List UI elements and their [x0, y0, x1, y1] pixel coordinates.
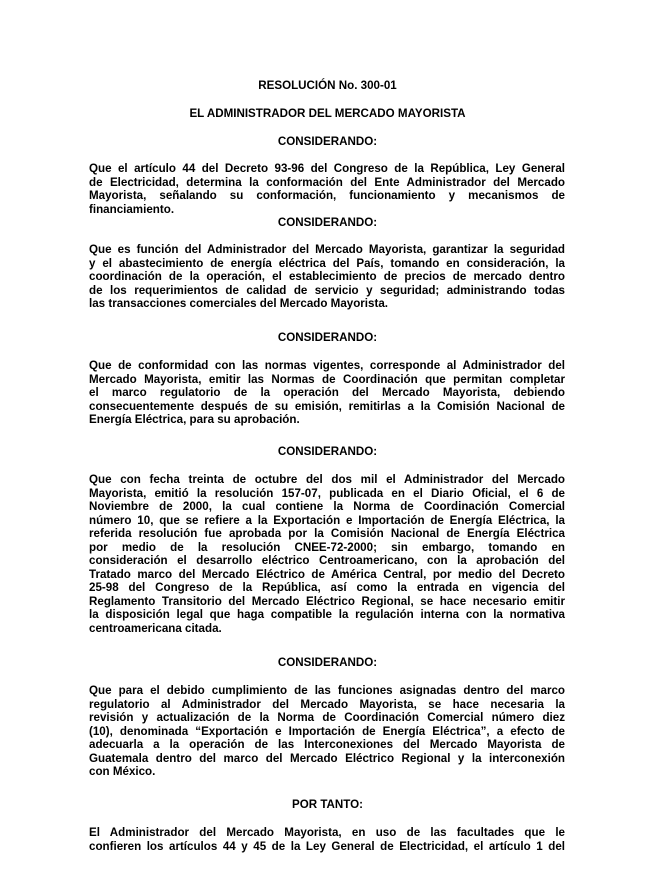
paragraph-line: el marco regulatorio de la operación del Mercado Mayorista, debiendo [89, 386, 565, 399]
paragraph-line: de los requerimientos de calidad de servicio y seguridad; administrando todas [89, 283, 565, 297]
authority-heading: EL ADMINISTRADOR DEL MERCADO MAYORISTA [189, 107, 466, 120]
paragraph-line: Energía Eléctrica, para su aprobación. [89, 413, 300, 426]
paragraph-line: financiamiento. [89, 202, 175, 216]
paragraph-line: Que es función del Administrador del Mercado Mayorista, garantizar la seguridad [89, 243, 565, 256]
paragraph-line: Mayorista, señalando su conformación, funcionamiento y mecanismos de [89, 189, 565, 202]
paragraph-line: Tratado marco del Mercado Eléctrico de América Central, por medio del Decreto [89, 567, 565, 581]
section-paragraph [89, 473, 565, 635]
section-paragraph [89, 243, 565, 311]
section-heading: POR TANTO: [291, 798, 364, 811]
section-paragraph [89, 826, 565, 853]
section-paragraph [89, 684, 565, 779]
paragraph-line: Mayorista, emitió la resolución 157-07, publicada en el Diario Oficial, el 6 de [89, 486, 565, 500]
paragraph-line: consecuentemente después de su emisión, remitirlas a la Comisión Nacional de [89, 399, 565, 413]
section-heading: CONSIDERANDO: [277, 656, 378, 669]
paragraph-line: Noviembre de 2000, la cual contiene la Norma de Coordinación Comercial [89, 500, 565, 513]
paragraph-line: (10), denominada “Exportación e Importación de Energía Eléctrica”, a efecto de [89, 724, 565, 738]
paragraph-line: revisión y actualización de la Norma de Coordinación Comercial número diez [89, 711, 565, 724]
section-paragraph [89, 359, 565, 427]
paragraph-line: 25-98 del Congreso de la República, así como la entrada en vigencia del [89, 581, 565, 594]
paragraph-line: Mercado Mayorista, emitir las Normas de Coordinación que permitan completar [89, 372, 565, 386]
section-heading: CONSIDERANDO: [277, 216, 378, 229]
paragraph-line: consideración el desarrollo eléctrico Centroamericano, con la aprobación del [89, 554, 565, 567]
paragraph-line: Que para el debido cumplimiento de las funciones asignadas dentro del marco [89, 684, 565, 697]
resolution-title: RESOLUCIÓN No. 300-01 [258, 79, 397, 92]
paragraph-line: regulatorio al Administrador del Mercado Mayorista, se hace necesaria la [89, 697, 565, 711]
paragraph-line: las transacciones comerciales del Mercado Mayorista. [89, 297, 389, 310]
paragraph-line: la disposición legal que haga compatible la regulación interna con la normativa [89, 608, 565, 621]
paragraph-line: Reglamento Transitorio del Mercado Eléctrico Regional, se hace necesario emitir [89, 594, 565, 608]
paragraph-line: de Electricidad, determina la conformación del Ente Administrador del Mercado [89, 175, 565, 189]
section-heading: CONSIDERANDO: [277, 331, 378, 344]
paragraph-line: y el abastecimiento de energía eléctrica del País, tomando en consideración, la [89, 256, 565, 270]
paragraph-line: Que con fecha treinta de octubre del dos mil el Administrador del Mercado [89, 473, 565, 486]
paragraph-line: por medio de la resolución CNEE-72-2000; sin embargo, tomando en [89, 540, 565, 554]
section-paragraph [89, 162, 565, 216]
paragraph-line: centroamericana citada. [89, 621, 222, 635]
paragraph-line: Guatemala dentro del marco del Mercado Eléctrico Regional y la interconexión [89, 751, 565, 765]
paragraph-line: Que el artículo 44 del Decreto 93-96 del Congreso de la República, Ley General [89, 162, 565, 175]
paragraph-line: confieren los artículos 44 y 45 de la Ley General de Electricidad, el artículo 1 del [89, 839, 565, 853]
paragraph-line: número 10, que se refiere a la Exportación e Importación de Energía Eléctrica, la [89, 513, 565, 527]
paragraph-line: Que de conformidad con las normas vigentes, corresponde al Administrador del [89, 359, 565, 372]
paragraph-line: El Administrador del Mercado Mayorista, en uso de las facultades que le [89, 826, 565, 839]
paragraph-line: coordinación de la operación, el establecimiento de precios de mercado dentro [89, 270, 565, 283]
section-heading: CONSIDERANDO: [277, 445, 378, 458]
paragraph-line: con México. [89, 765, 156, 778]
paragraph-line: adecuarla a la operación de las Interconexiones del Mercado Mayorista de [89, 738, 565, 751]
section-heading: CONSIDERANDO: [277, 135, 378, 148]
paragraph-line: referida resolución fue aprobada por la Comisión Nacional de Energía Eléctrica [89, 527, 565, 540]
